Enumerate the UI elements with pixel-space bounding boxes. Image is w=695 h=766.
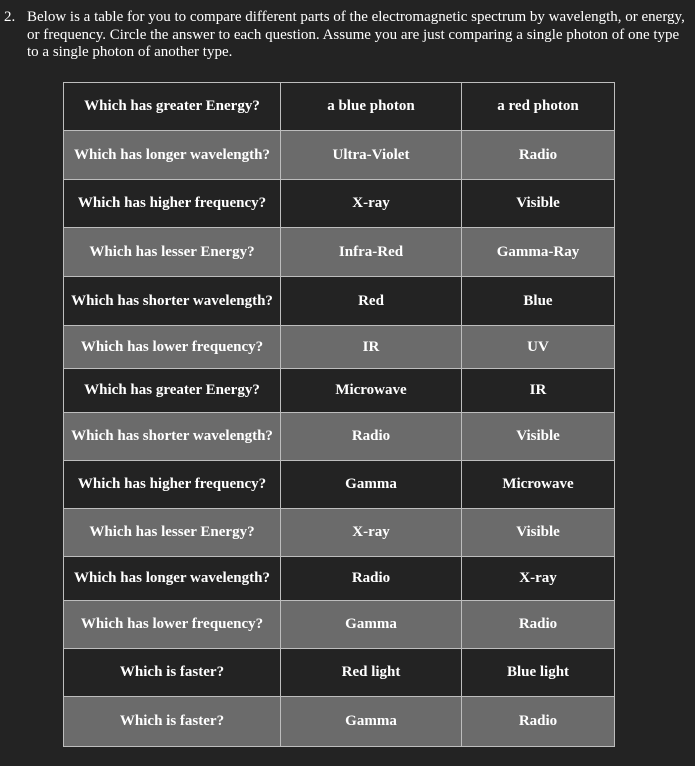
answer-option-b[interactable]: Gamma-Ray: [462, 228, 615, 277]
row-question: Which has higher frequency?: [64, 461, 281, 509]
answer-option-a[interactable]: Ultra-Violet: [281, 131, 462, 180]
row-question: Which has lesser Energy?: [64, 228, 281, 277]
answer-option-a[interactable]: IR: [281, 326, 462, 369]
answer-option-b[interactable]: X-ray: [462, 557, 615, 601]
answer-option-b[interactable]: Blue light: [462, 649, 615, 697]
answer-option-b[interactable]: IR: [462, 369, 615, 413]
row-question: Which has lesser Energy?: [64, 509, 281, 557]
table-row: [64, 509, 615, 557]
row-question: Which has greater Energy?: [64, 83, 281, 131]
answer-option-b[interactable]: Blue: [462, 277, 615, 326]
row-question: Which has higher frequency?: [64, 180, 281, 228]
row-question: Which has longer wavelength?: [64, 557, 281, 601]
answer-option-a[interactable]: Infra-Red: [281, 228, 462, 277]
answer-option-a[interactable]: Radio: [281, 557, 462, 601]
table-row: [64, 601, 615, 649]
row-question: Which is faster?: [64, 649, 281, 697]
table-row: [64, 697, 615, 747]
answer-option-b[interactable]: Microwave: [462, 461, 615, 509]
answer-option-b[interactable]: Visible: [462, 509, 615, 557]
answer-option-a[interactable]: a blue photon: [281, 83, 462, 131]
answer-option-a[interactable]: Microwave: [281, 369, 462, 413]
row-question: Which has lower frequency?: [64, 326, 281, 369]
answer-option-a[interactable]: Red: [281, 277, 462, 326]
answer-option-a[interactable]: Red light: [281, 649, 462, 697]
answer-option-a[interactable]: Radio: [281, 413, 462, 461]
table-row: [64, 131, 615, 180]
question-prompt: [4, 9, 690, 62]
table-row: [64, 413, 615, 461]
question-text: Below is a table for you to compare different parts of the electromagnetic spectrum by wavelength, or energy, or frequency. Circle the answer to each question. Assume you are just comparing a single photon of one type to a single photon of another type.: [27, 9, 685, 60]
table-row: [64, 228, 615, 277]
row-question: Which has greater Energy?: [64, 369, 281, 413]
answer-option-b[interactable]: Radio: [462, 601, 615, 649]
answer-option-a[interactable]: Gamma: [281, 697, 462, 747]
table-row: [64, 557, 615, 601]
row-question: Which has shorter wavelength?: [64, 413, 281, 461]
answer-option-b[interactable]: Visible: [462, 413, 615, 461]
answer-option-a[interactable]: X-ray: [281, 180, 462, 228]
row-question: Which has shorter wavelength?: [64, 277, 281, 326]
question-number: 2.: [4, 9, 16, 25]
answer-option-b[interactable]: Radio: [462, 131, 615, 180]
answer-option-b[interactable]: Radio: [462, 697, 615, 747]
row-question: Which has lower frequency?: [64, 601, 281, 649]
spectrum-comparison-table: [63, 82, 615, 747]
table-row: [64, 277, 615, 326]
answer-option-b[interactable]: Visible: [462, 180, 615, 228]
row-question: Which has longer wavelength?: [64, 131, 281, 180]
answer-option-b[interactable]: a red photon: [462, 83, 615, 131]
answer-option-a[interactable]: X-ray: [281, 509, 462, 557]
table-row: [64, 649, 615, 697]
answer-option-a[interactable]: Gamma: [281, 601, 462, 649]
table-row: [64, 83, 615, 131]
table-row: [64, 180, 615, 228]
table-row: [64, 369, 615, 413]
table-row: [64, 461, 615, 509]
answer-option-a[interactable]: Gamma: [281, 461, 462, 509]
table-row: [64, 326, 615, 369]
answer-option-b[interactable]: UV: [462, 326, 615, 369]
row-question: Which is faster?: [64, 697, 281, 747]
